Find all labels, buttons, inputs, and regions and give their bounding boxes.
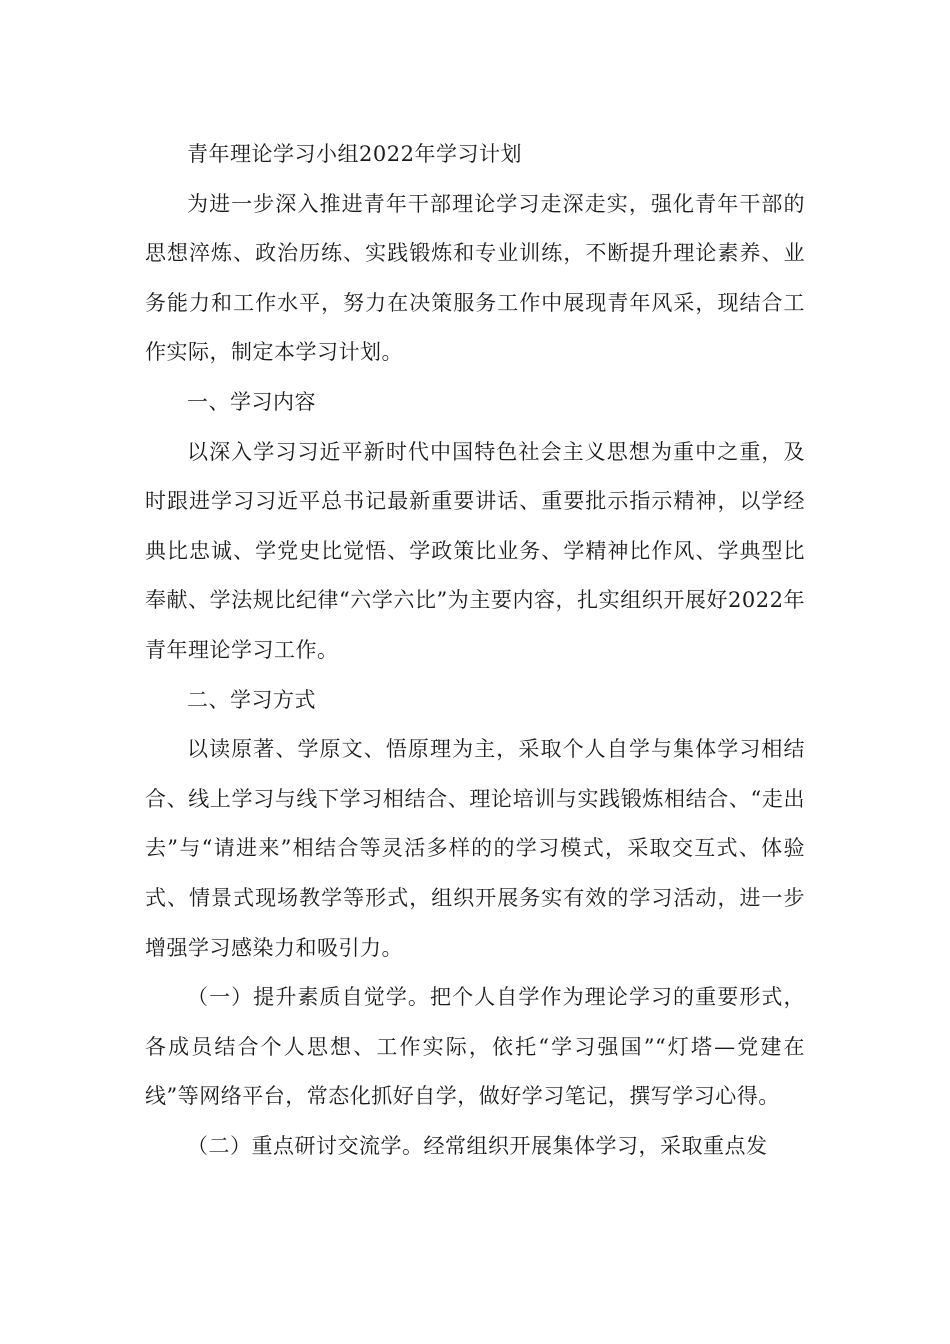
section-2-paragraph: 以读原著、学原文、悟原理为主，采取个人自学与集体学习相结合、线上学习与线下学习相结合、理论培训与实践锻炼相结合、“走出去”与“请进来”相结合等灵活多样的的学习模式，采取交互式、体验式、情景式现场教学等形式，组织开展务实有效的学习活动，进一步增强学习感染力和吸引力。 [145, 737, 805, 960]
intro-paragraph: 为进一步深入推进青年干部理论学习走深走实，强化青年干部的思想淬炼、政治历练、实践锻炼和专业训练，不断提升理论素养、业务能力和工作水平，努力在决策服务工作中展现青年风采，现结合工作实际，制定本学习计划。 [145, 191, 805, 365]
document-title: 青年理论学习小组2022年学习计划 [187, 142, 522, 166]
section-1-heading: 一、学习内容 [187, 389, 316, 414]
section-1-paragraph: 以深入学习习近平新时代中国特色社会主义思想为重中之重，及时跟进学习习近平总书记最新重要讲话、重要批示指示精神，以学经典比忠诚、学党史比觉悟、学政策比业务、学精神比作风、学典型比奉献、学法规比纪律“六学六比”为主要内容，扎实组织开展好2022年青年理论学习工作。 [145, 439, 805, 662]
document-body [145, 130, 805, 1171]
item-2-paragraph: （二）重点研讨交流学。经常组织开展集体学习，采取重点发 [187, 1133, 768, 1158]
item-1-paragraph: （一）提升素质自觉学。把个人自学作为理论学习的重要形式，各成员结合个人思想、工作实际，依托“学习强国”“灯塔—党建在线”等网络平台，常态化抓好自学，做好学习笔记，撰写学习心得。 [145, 985, 805, 1109]
section-2-heading: 二、学习方式 [187, 687, 316, 712]
